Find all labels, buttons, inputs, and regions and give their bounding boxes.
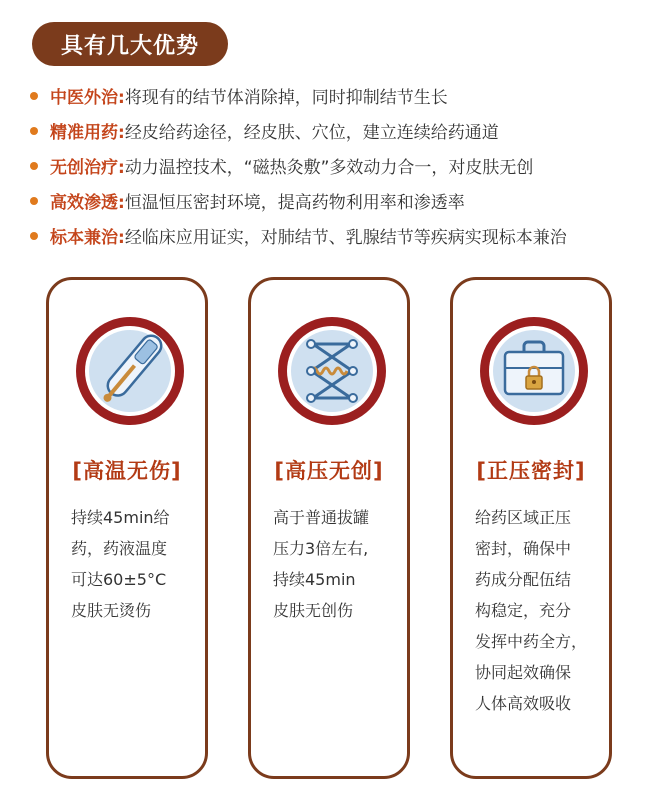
bullet-dot-icon: [30, 127, 38, 135]
advantage-key: 高效渗透:: [50, 193, 125, 213]
card-line: 可达60±5°C: [71, 570, 167, 589]
sealed-case-icon: [477, 314, 591, 428]
card-line: 构稳定，充分: [475, 601, 572, 620]
bullet-dot-icon: [30, 232, 38, 240]
advantage-desc: 恒温恒压密封环境，提高药物利用率和渗透率: [124, 193, 465, 213]
feature-card-positive-seal: [450, 277, 612, 779]
advantage-list: [30, 78, 650, 253]
bullet-dot-icon: [30, 162, 38, 170]
section-title: 具有几大优势: [60, 33, 199, 59]
advantage-desc: 动力温控技术，“磁热灸敷”多效动力合一，对皮肤无创: [124, 158, 534, 178]
card-line: 药，药液温度: [71, 539, 168, 558]
card-title: [正压密封]: [476, 459, 586, 483]
bullet-dot-icon: [30, 197, 38, 205]
advantage-item: [30, 113, 650, 148]
card-line: 密封，确保中: [475, 539, 572, 558]
advantage-item: [30, 183, 650, 218]
card-line: 持续45min: [273, 570, 356, 589]
advantage-desc: 经临床应用证实，对肺结节、乳腺结节等疾病实现标本兼治: [124, 228, 567, 248]
advantage-desc: 将现有的结节体消除掉，同时抑制结节生长: [124, 88, 448, 108]
card-line: 高于普通拔罐: [273, 508, 370, 527]
card-line: 压力3倍左右,: [273, 539, 369, 558]
card-line: 人体高效吸收: [475, 694, 572, 713]
feature-card-high-temp: [46, 277, 208, 779]
card-body: [71, 502, 195, 626]
card-line: 协同起效确保: [475, 663, 572, 682]
bullet-dot-icon: [30, 92, 38, 100]
advantage-key: 精准用药:: [50, 123, 125, 143]
card-line: 皮肤无烫伤: [71, 601, 152, 620]
advantage-key: 无创治疗:: [50, 158, 125, 178]
card-title: [高压无创]: [274, 459, 384, 483]
advantage-key: 中医外治:: [50, 88, 125, 108]
card-line: 给药区域正压: [475, 508, 572, 527]
card-line: 药成分配伍结: [475, 570, 572, 589]
section-title-badge: [32, 22, 228, 66]
advantage-item: [30, 218, 650, 253]
card-body: [475, 502, 599, 719]
card-line: 持续45min给: [71, 508, 170, 527]
spring-press-icon: [275, 314, 389, 428]
advantage-desc: 经皮给药途径，经皮肤、穴位，建立连续给药通道: [124, 123, 499, 143]
card-line: 发挥中药全方，: [475, 632, 588, 651]
card-title: [高温无伤]: [72, 459, 182, 483]
card-body: [273, 502, 397, 626]
thermometer-icon: [73, 314, 187, 428]
advantage-key: 标本兼治:: [50, 228, 125, 248]
feature-card-high-pressure: [248, 277, 410, 779]
advantage-item: [30, 78, 650, 113]
card-line: 皮肤无创伤: [273, 601, 354, 620]
advantage-item: [30, 148, 650, 183]
